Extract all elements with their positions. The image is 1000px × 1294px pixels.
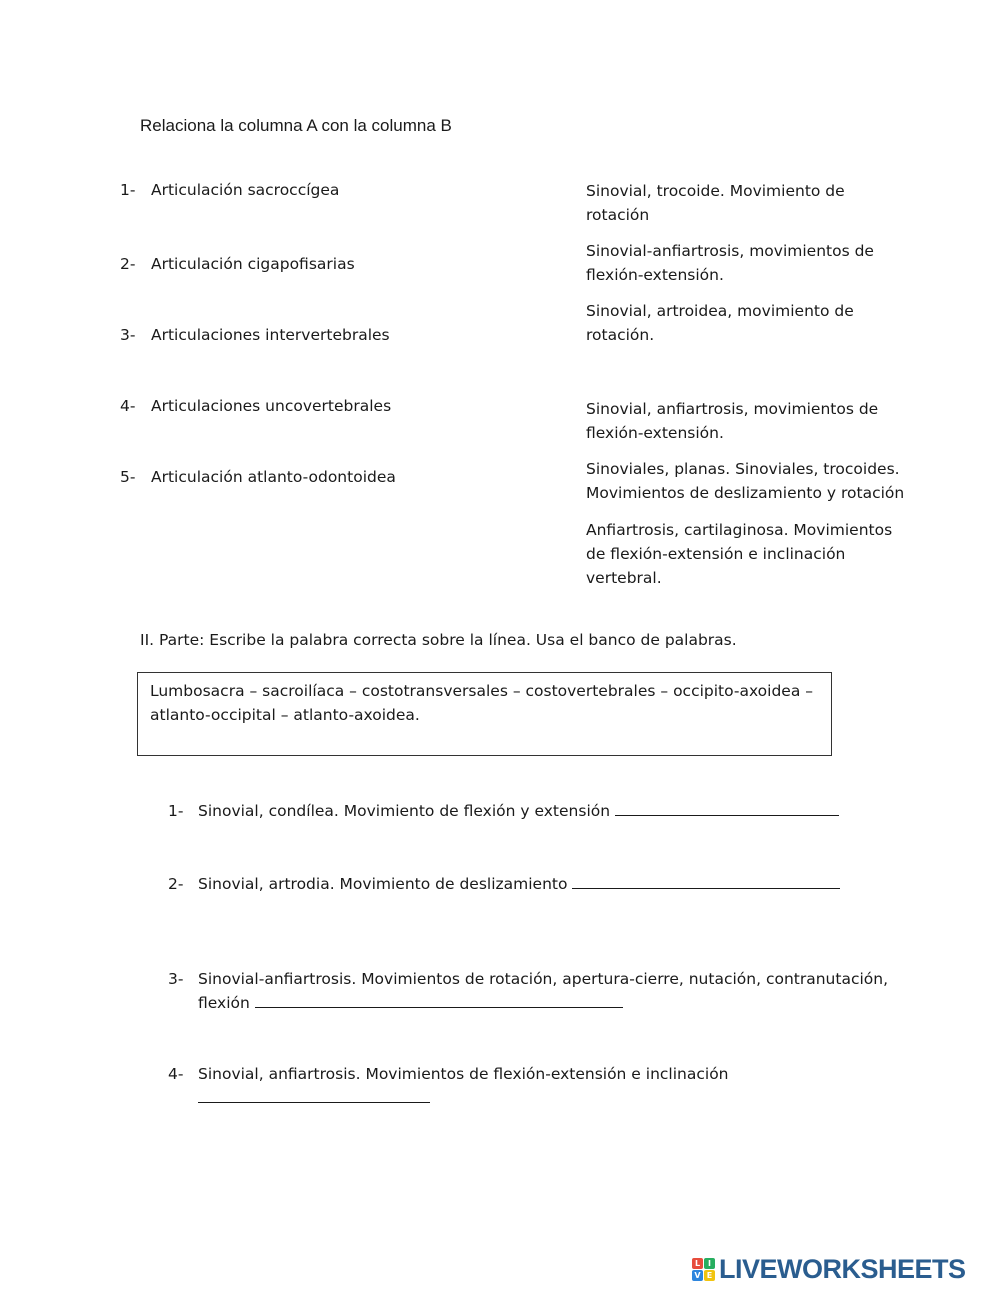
column-a-num: 2- bbox=[120, 255, 136, 273]
word-bank-line: Lumbosacra – sacroilíaca – costotransversales – costovertebrales – occipito-axoidea – bbox=[150, 682, 814, 700]
answer-blank[interactable] bbox=[198, 1086, 430, 1103]
logo-mark-letter: L bbox=[692, 1258, 703, 1269]
column-b-line: flexión-extensión. bbox=[586, 424, 724, 442]
column-b-item bbox=[586, 457, 906, 505]
column-b-item bbox=[586, 239, 906, 287]
fill-item-text: Sinovial, anfiartrosis. Movimientos de flexión-extensión e inclinación bbox=[198, 1065, 729, 1083]
column-b-line: vertebral. bbox=[586, 569, 662, 587]
answer-blank[interactable] bbox=[255, 991, 623, 1008]
column-b-line: rotación bbox=[586, 206, 650, 224]
logo-mark-letter: E bbox=[704, 1270, 715, 1281]
column-b-line: de flexión-extensión e inclinación bbox=[586, 545, 846, 563]
page-title: Relaciona la columna A con la columna B bbox=[140, 116, 452, 135]
column-b-item bbox=[586, 179, 906, 227]
fill-item-num: 4- bbox=[168, 1065, 184, 1083]
logo-mark-letter: V bbox=[692, 1270, 703, 1281]
column-a-item: Articulaciones intervertebrales bbox=[151, 326, 390, 344]
column-a-num: 5- bbox=[120, 468, 136, 486]
logo-mark-letter: I bbox=[704, 1258, 715, 1269]
answer-blank[interactable] bbox=[572, 872, 840, 889]
column-b-item bbox=[586, 397, 906, 445]
word-bank bbox=[137, 672, 832, 756]
column-b-line: Sinovial, trocoide. Movimiento de bbox=[586, 182, 845, 200]
fill-item-num: 2- bbox=[168, 875, 184, 893]
liveworksheets-logo[interactable] bbox=[692, 1254, 966, 1285]
column-b-line: rotación. bbox=[586, 326, 655, 344]
column-a-num: 4- bbox=[120, 397, 136, 415]
column-a-item: Articulación sacroccígea bbox=[151, 181, 340, 199]
fill-item-text: Sinovial-anfiartrosis. Movimientos de rotación, apertura-cierre, nutación, contranutación, bbox=[198, 970, 889, 988]
fill-item bbox=[198, 799, 839, 823]
fill-item bbox=[198, 1062, 729, 1110]
column-b-item bbox=[586, 518, 906, 590]
column-a-item: Articulaciones uncovertebrales bbox=[151, 397, 392, 415]
fill-item-num: 1- bbox=[168, 802, 184, 820]
column-b-line: Sinovial-anfiartrosis, movimientos de bbox=[586, 242, 874, 260]
column-a-item: Articulación atlanto-odontoidea bbox=[151, 468, 396, 486]
column-b-item bbox=[586, 299, 906, 347]
column-a-num: 1- bbox=[120, 181, 136, 199]
column-a-num: 3- bbox=[120, 326, 136, 344]
logo-mark-icon bbox=[692, 1258, 715, 1281]
column-b-line: Sinovial, artroidea, movimiento de bbox=[586, 302, 854, 320]
part2-heading: II. Parte: Escribe la palabra correcta sobre la línea. Usa el banco de palabras. bbox=[140, 631, 737, 649]
column-a-item: Articulación cigapofisarias bbox=[151, 255, 355, 273]
word-bank-line: atlanto-occipital – atlanto-axoidea. bbox=[150, 706, 420, 724]
fill-item bbox=[198, 872, 840, 896]
column-b-line: Anfiartrosis, cartilaginosa. Movimientos bbox=[586, 521, 893, 539]
fill-item bbox=[198, 967, 888, 1015]
column-b-line: Sinoviales, planas. Sinoviales, trocoides. bbox=[586, 460, 900, 478]
answer-blank[interactable] bbox=[615, 799, 839, 816]
fill-item-text: flexión bbox=[198, 994, 250, 1012]
logo-text: LIVEWORKSHEETS bbox=[719, 1254, 966, 1284]
fill-item-text: Sinovial, condílea. Movimiento de flexión y extensión bbox=[198, 802, 611, 820]
fill-item-num: 3- bbox=[168, 970, 184, 988]
column-b-line: flexión-extensión. bbox=[586, 266, 724, 284]
column-b-line: Movimientos de deslizamiento y rotación bbox=[586, 484, 905, 502]
column-b-line: Sinovial, anfiartrosis, movimientos de bbox=[586, 400, 879, 418]
fill-item-text: Sinovial, artrodia. Movimiento de deslizamiento bbox=[198, 875, 568, 893]
